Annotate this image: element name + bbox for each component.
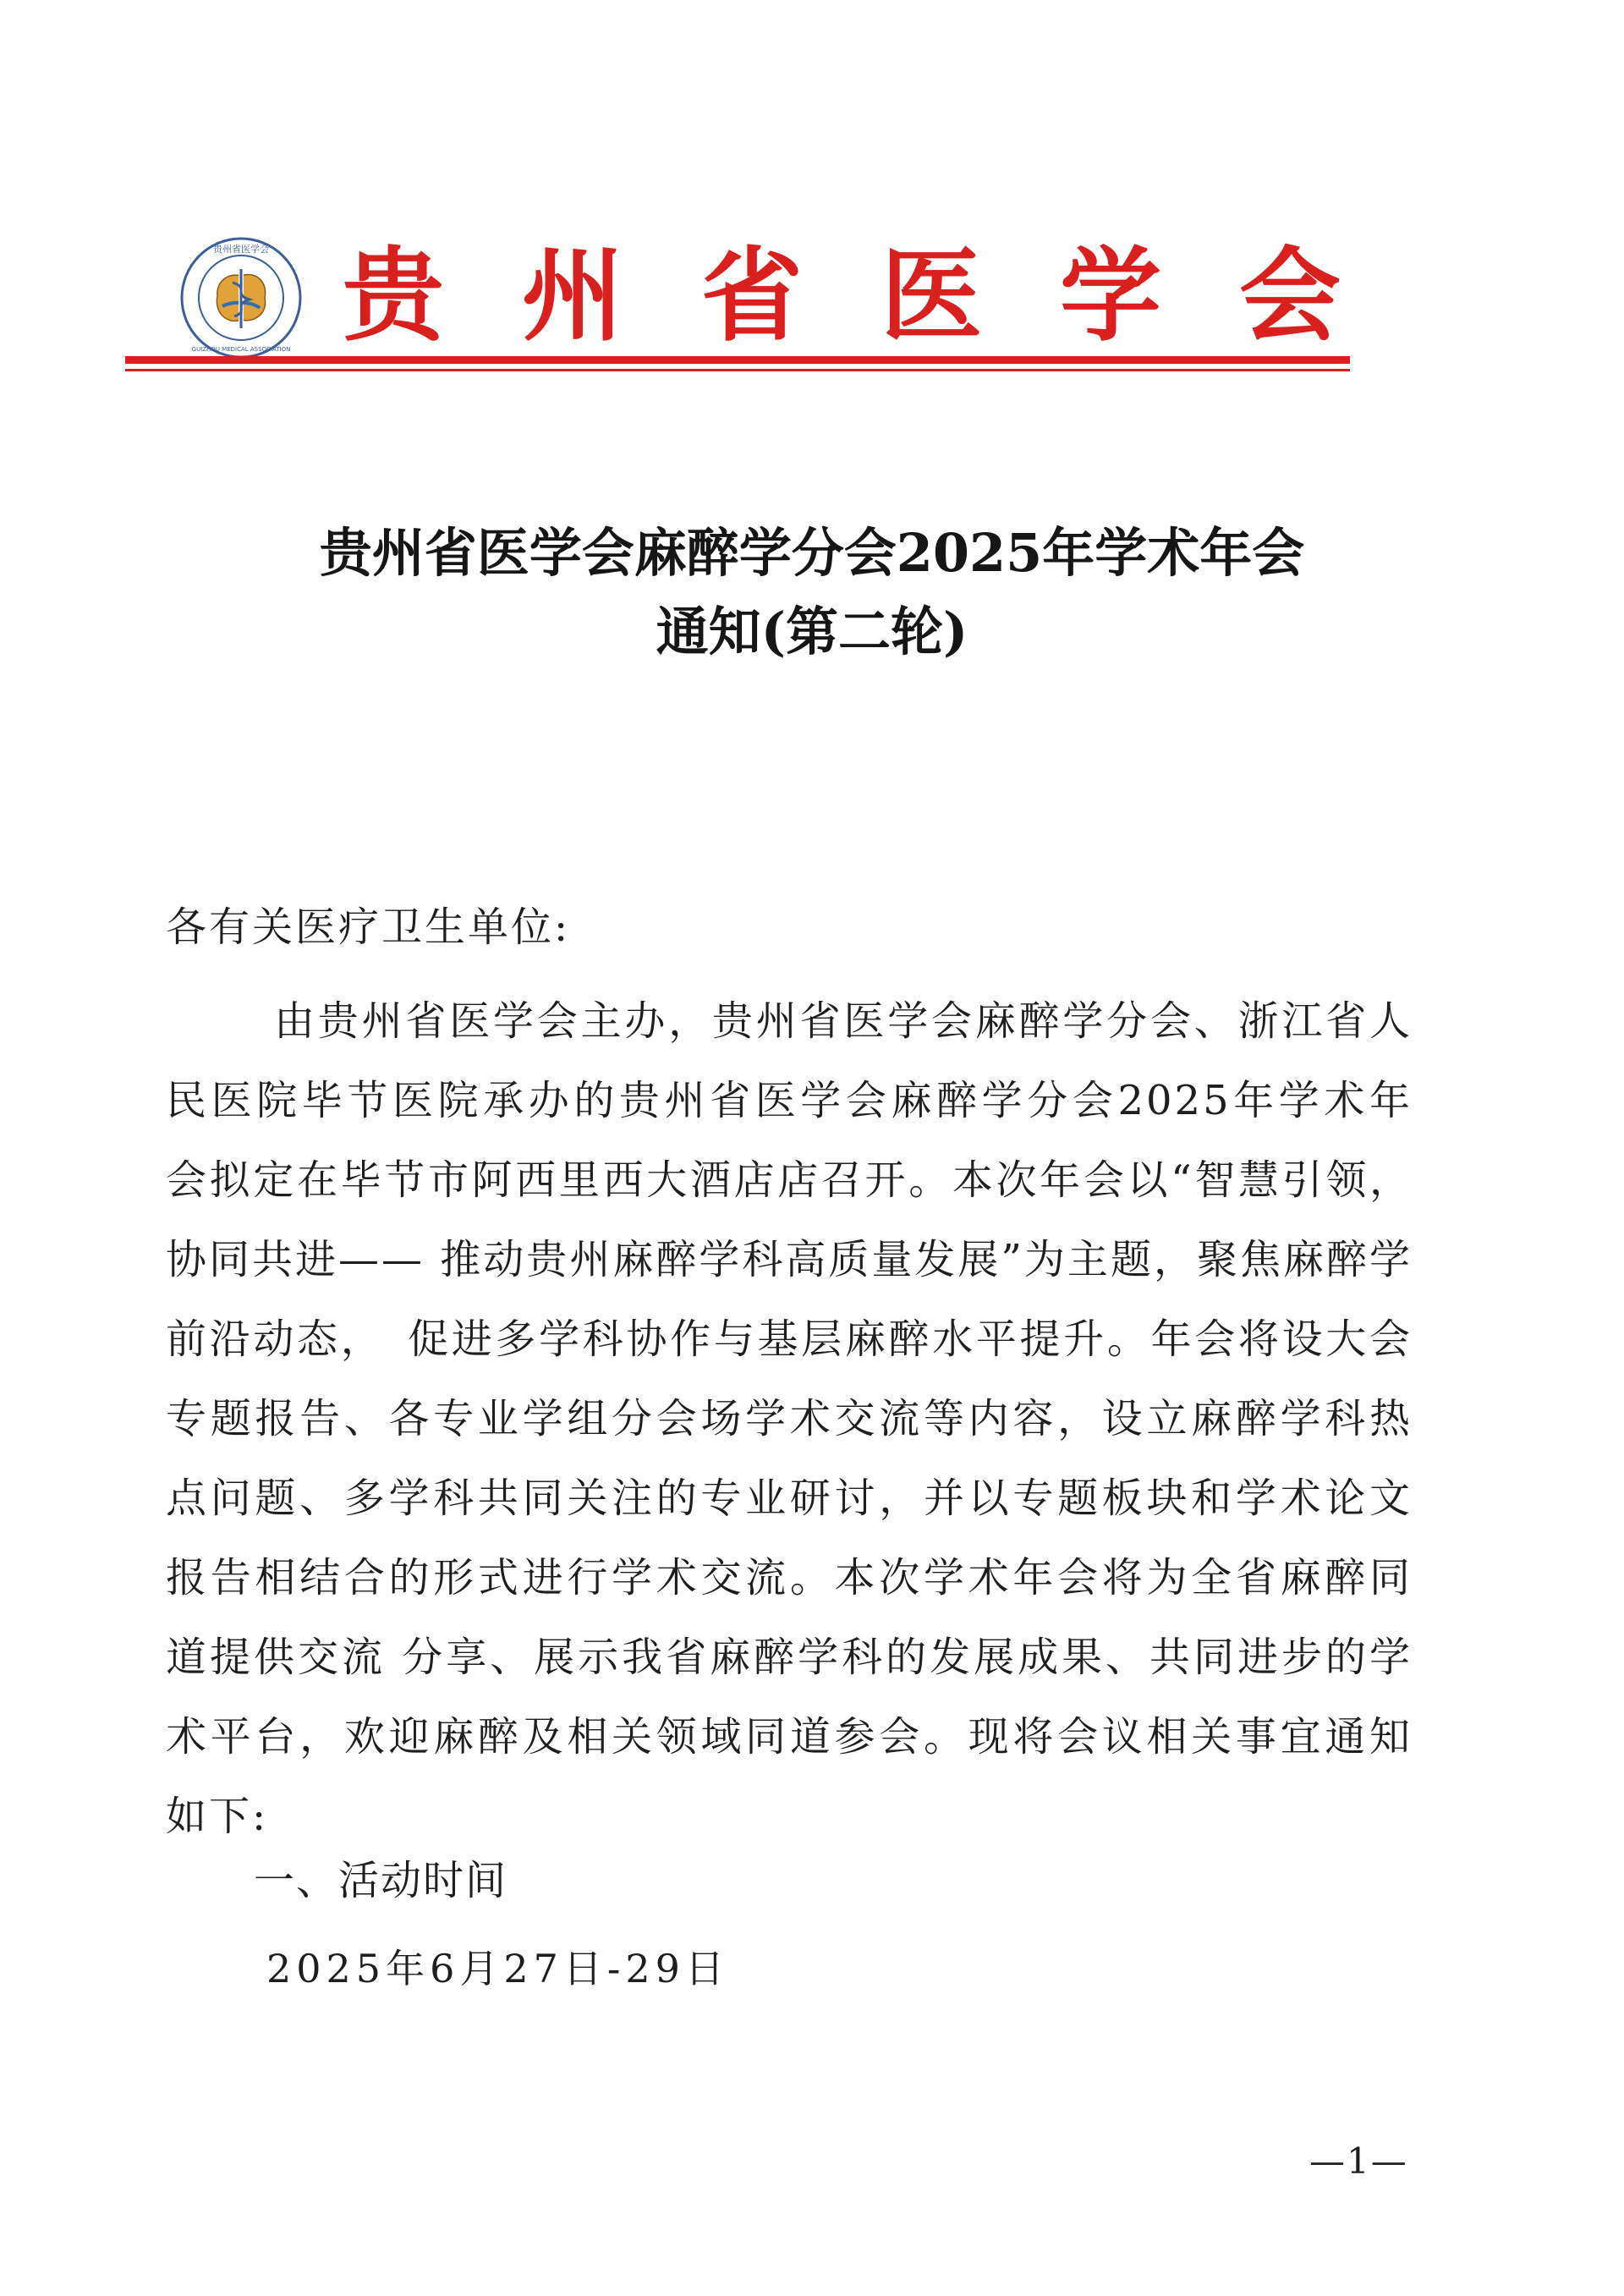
document-title-line2: 通知(第二轮) bbox=[656, 601, 968, 663]
emblem-text-bottom: GUIZHOU MEDICAL ASSOCIATION bbox=[191, 346, 291, 353]
letterhead-divider-thick bbox=[125, 356, 1350, 364]
org-name-char: 贵 bbox=[343, 236, 444, 355]
document-title bbox=[135, 523, 1489, 662]
emblem-text-top: 贵州省医学会 bbox=[213, 244, 269, 255]
organization-name bbox=[343, 228, 1341, 364]
org-name-char: 会 bbox=[1239, 236, 1341, 355]
letterhead-divider-thin bbox=[125, 369, 1350, 371]
association-emblem-icon bbox=[173, 230, 309, 365]
activity-date-text: 2025年6月27日-29日 bbox=[266, 1946, 729, 1991]
document-title-line1: 贵州省医学会麻醉学分会2025年学术年会 bbox=[319, 522, 1305, 584]
org-name-char: 学 bbox=[1060, 236, 1161, 355]
org-name-char: 医 bbox=[881, 236, 982, 355]
org-name-char: 州 bbox=[522, 236, 623, 355]
section-heading-activity-time: 一、活动时间 bbox=[254, 1857, 508, 1904]
salutation: 各有关医疗卫生单位: bbox=[166, 904, 571, 951]
org-name-char: 省 bbox=[701, 236, 803, 355]
body-paragraph: 由贵州省医学会主办，贵州省医学会麻醉学分会、浙江省人民医院毕节医院承办的贵州省医学会麻醉学分会2025年学术年 会拟定在毕节市阿西里西大酒店店召开。本次年会以“智慧引领，协同共进—— 推动贵州麻醉学科高质量发展”为主题，聚焦麻醉学前沿动态， 促进多学科协作与基层麻醉水平提升。年会将设大会专题报告、各专业学组分会场学术交流等内容，设立麻醉学科热点问题、多学科共同关注的专业研讨，并以专题板块和学术论文报告相结合的形式进行学术交流。本次学术年会将为全省麻醉同道提供交流 分享、展示我省麻醉学科的发展成果、共同进步的学术平台，欢迎麻醉及相关领域同道参会。现将会议相关事宜通知如下: bbox=[166, 997, 1457, 1840]
page-number: —1— bbox=[1309, 2140, 1408, 2182]
